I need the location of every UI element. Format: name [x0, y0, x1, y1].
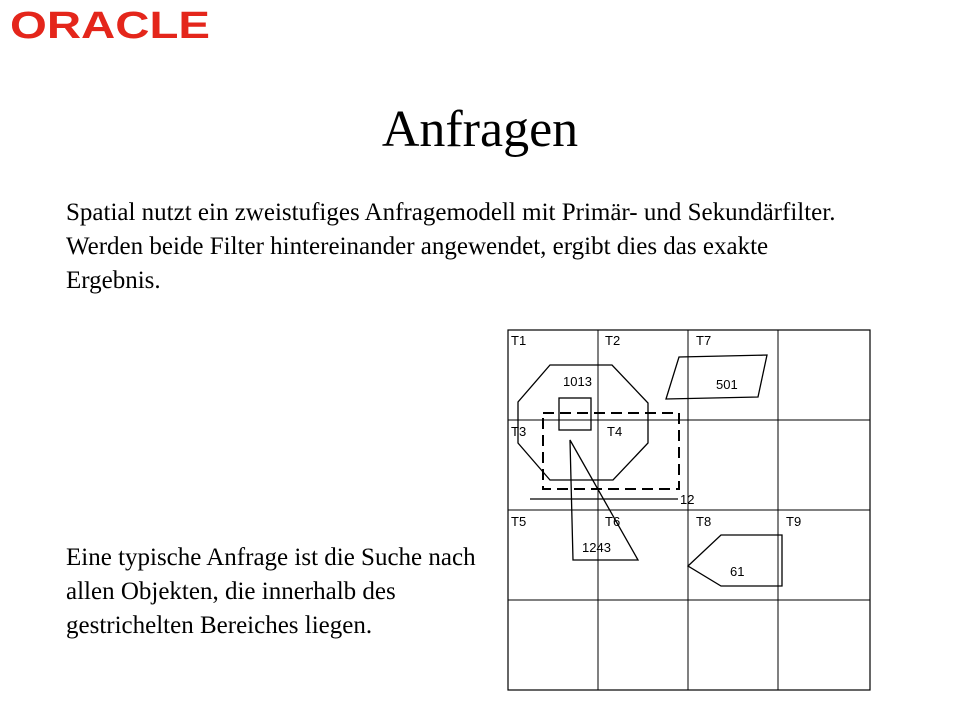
- tile-label-t4: T4: [607, 424, 623, 439]
- slide-title: Anfragen: [381, 101, 579, 158]
- object-label-501: 501: [716, 377, 738, 392]
- object-label-1243: 1243: [582, 540, 611, 555]
- tile-label-t1: T1: [511, 333, 527, 348]
- tile-label-t6: T6: [605, 514, 621, 529]
- tile-label-t9: T9: [786, 514, 802, 529]
- intro-text-line-2: Werden beide Filter hintereinander angewendet, ergibt dies das exakte Ergebnis.: [66, 233, 769, 294]
- tile-label-t5: T5: [511, 514, 527, 529]
- tile-label-t2: T2: [605, 333, 621, 348]
- object-label-1013: 1013: [563, 374, 592, 389]
- tile-label-t8: T8: [696, 514, 712, 529]
- object-label-12: 12: [680, 492, 695, 507]
- intro-text-line-1: Spatial nutzt ein zweistufiges Anfragemodell mit Primär- und Sekundärfilter.: [66, 199, 836, 226]
- query-description: Eine typische Anfrage ist die Suche nach allen Objekten, die innerhalb des gestrichelten Bereiches liegen.: [66, 544, 476, 639]
- object-label-61: 61: [730, 564, 745, 579]
- oracle-logo-text: ORACLE: [10, 8, 210, 42]
- tile-label-t3: T3: [511, 424, 527, 439]
- tile-label-t7: T7: [696, 333, 712, 348]
